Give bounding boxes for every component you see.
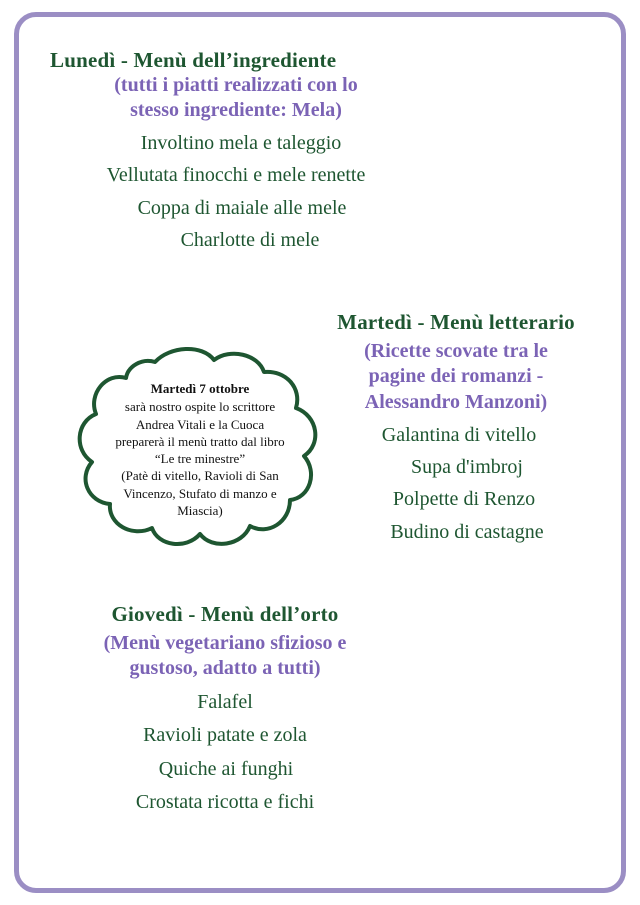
dish-list-tuesday <box>306 422 606 546</box>
dish-list-thursday <box>40 689 410 816</box>
day-block-thursday <box>40 602 410 816</box>
day-subtitle-tuesday-line-1: (Ricette scovate tra le <box>364 339 548 362</box>
dish-item: Polpette di Renzo <box>392 488 536 511</box>
cloud-callout-text <box>90 380 310 519</box>
cloud-callout-line: Vincenzo, Stufato di manzo e <box>123 485 277 501</box>
cloud-callout-line: preparerà il menù tratto dal libro <box>115 433 285 449</box>
day-title-thursday: Giovedì - Menù dell’orto <box>111 602 339 626</box>
cloud-callout-line: Andrea Vitali e la Cuoca <box>135 416 265 432</box>
dish-item: Charlotte di mele <box>180 229 320 252</box>
dish-item: Vellutata finocchi e mele renette <box>106 164 366 187</box>
dish-item: Supa d'imbroj <box>411 455 523 478</box>
cloud-callout-line: (Patè di vitello, Ravioli di San <box>121 468 279 484</box>
day-block-monday <box>36 48 436 254</box>
day-subtitle-tuesday <box>306 339 606 416</box>
day-subtitle-monday-line-2: stesso ingrediente: Mela) <box>130 99 342 122</box>
day-subtitle-tuesday-line-3: Alessandro Manzoni) <box>364 390 548 413</box>
day-subtitle-monday <box>36 73 436 124</box>
day-subtitle-thursday <box>40 631 410 682</box>
dish-item: Coppa di maiale alle mele <box>137 196 347 219</box>
dish-item: Galantina di vitello <box>381 423 537 446</box>
dish-item: Quiche ai funghi <box>158 757 294 780</box>
dish-list-monday <box>36 130 436 254</box>
dish-item: Ravioli patate e zola <box>143 724 307 747</box>
day-subtitle-monday-line-1: (tutti i piatti realizzati con lo <box>114 73 358 96</box>
day-subtitle-tuesday-line-2: pagine dei romanzi - <box>368 365 544 388</box>
cloud-callout-line: Miascia) <box>177 502 223 518</box>
day-title-tuesday: Martedì - Menù letterario <box>337 310 575 334</box>
dish-item: Involtino mela e taleggio <box>140 131 342 154</box>
cloud-callout <box>62 340 337 565</box>
dish-item: Falafel <box>197 690 253 713</box>
day-block-tuesday <box>306 310 606 545</box>
day-subtitle-thursday-line-2: gustoso, adatto a tutti) <box>129 657 321 680</box>
day-title-monday: Lunedì - Menù dell’ingrediente <box>50 48 337 72</box>
dish-item: Budino di castagne <box>390 520 544 543</box>
cloud-callout-heading: Martedì 7 ottobre <box>150 381 250 396</box>
dish-item: Crostata ricotta e fichi <box>135 791 315 814</box>
cloud-callout-line: sarà nostro ospite lo scrittore <box>124 399 276 415</box>
day-subtitle-thursday-line-1: (Menù vegetariano sfizioso e <box>103 631 347 654</box>
cloud-callout-line: “Le tre minestre” <box>154 451 246 467</box>
